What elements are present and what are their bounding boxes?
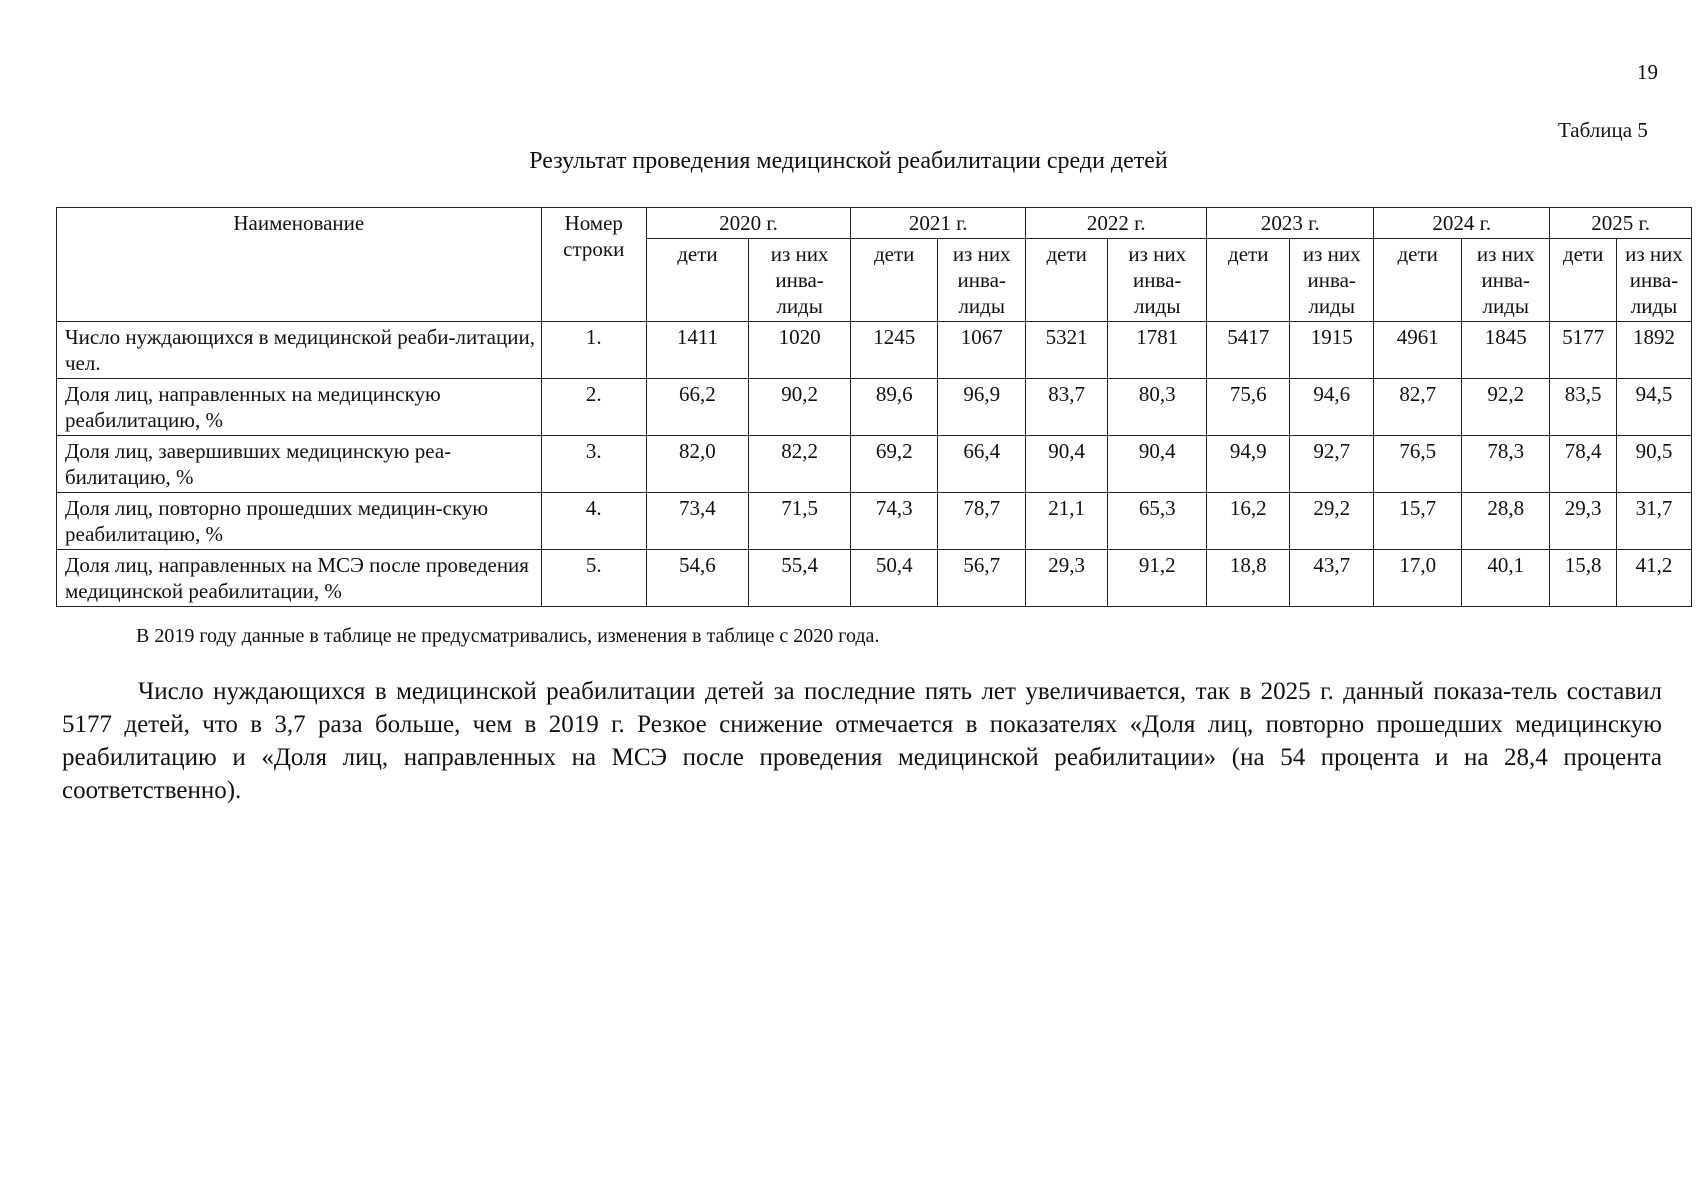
cell-value: 1020 bbox=[749, 322, 851, 379]
cell-value: 1411 bbox=[646, 322, 748, 379]
row-number: 5. bbox=[541, 550, 646, 607]
cell-value: 90,5 bbox=[1617, 436, 1692, 493]
cell-value: 4961 bbox=[1374, 322, 1462, 379]
cell-value: 76,5 bbox=[1374, 436, 1462, 493]
cell-value: 75,6 bbox=[1207, 379, 1290, 436]
cell-value: 94,5 bbox=[1617, 379, 1692, 436]
cell-value: 15,8 bbox=[1550, 550, 1617, 607]
cell-value: 78,7 bbox=[938, 493, 1026, 550]
cell-value: 50,4 bbox=[851, 550, 938, 607]
cell-value: 82,7 bbox=[1374, 379, 1462, 436]
header-children: дети bbox=[1026, 239, 1108, 322]
cell-value: 18,8 bbox=[1207, 550, 1290, 607]
cell-value: 69,2 bbox=[851, 436, 938, 493]
cell-value: 55,4 bbox=[749, 550, 851, 607]
cell-value: 92,2 bbox=[1462, 379, 1550, 436]
cell-value: 66,4 bbox=[938, 436, 1026, 493]
cell-value: 94,9 bbox=[1207, 436, 1290, 493]
cell-value: 91,2 bbox=[1108, 550, 1207, 607]
header-children: дети bbox=[1550, 239, 1617, 322]
cell-value: 5177 bbox=[1550, 322, 1617, 379]
cell-value: 82,0 bbox=[646, 436, 748, 493]
header-disabled: из них инва-лиды bbox=[1290, 239, 1374, 322]
cell-value: 96,9 bbox=[938, 379, 1026, 436]
header-year: 2024 г. bbox=[1374, 208, 1550, 239]
row-name: Доля лиц, завершивших медицинскую реа-билитацию, % bbox=[57, 436, 542, 493]
body-paragraph: Число нуждающихся в медицинской реабилитации детей за последние пять лет увеличивается, так в 2025 г. данный показа-тель составил 5177 детей, что в 3,7 раза больше, чем в 2019 г. Резкое снижение отмечается в показателях «Доля лиц, повторно прошедших медицинскую реабилитацию и «Доля лиц, направленных на МСЭ после проведения медицинской реабилитации» (на 54 процента и на 28,4 процента соответственно). bbox=[62, 678, 1662, 804]
table-row bbox=[57, 379, 1692, 436]
cell-value: 1781 bbox=[1108, 322, 1207, 379]
cell-value: 28,8 bbox=[1462, 493, 1550, 550]
header-children: дети bbox=[646, 239, 748, 322]
row-number: 3. bbox=[541, 436, 646, 493]
cell-value: 1845 bbox=[1462, 322, 1550, 379]
header-children: дети bbox=[851, 239, 938, 322]
cell-value: 29,3 bbox=[1550, 493, 1617, 550]
header-year: 2020 г. bbox=[646, 208, 850, 239]
cell-value: 40,1 bbox=[1462, 550, 1550, 607]
cell-value: 43,7 bbox=[1290, 550, 1374, 607]
cell-value: 1892 bbox=[1617, 322, 1692, 379]
cell-value: 78,3 bbox=[1462, 436, 1550, 493]
cell-value: 90,2 bbox=[749, 379, 851, 436]
cell-value: 29,2 bbox=[1290, 493, 1374, 550]
cell-value: 65,3 bbox=[1108, 493, 1207, 550]
cell-value: 5321 bbox=[1026, 322, 1108, 379]
row-name: Число нуждающихся в медицинской реаби-литации, чел. bbox=[57, 322, 542, 379]
data-table bbox=[56, 207, 1692, 607]
cell-value: 15,7 bbox=[1374, 493, 1462, 550]
cell-value: 89,6 bbox=[851, 379, 938, 436]
table-row bbox=[57, 550, 1692, 607]
cell-value: 1915 bbox=[1290, 322, 1374, 379]
cell-value: 82,2 bbox=[749, 436, 851, 493]
cell-value: 90,4 bbox=[1026, 436, 1108, 493]
cell-value: 80,3 bbox=[1108, 379, 1207, 436]
header-year: 2023 г. bbox=[1207, 208, 1374, 239]
table-row bbox=[57, 436, 1692, 493]
cell-value: 31,7 bbox=[1617, 493, 1692, 550]
cell-value: 90,4 bbox=[1108, 436, 1207, 493]
cell-value: 92,7 bbox=[1290, 436, 1374, 493]
table-row bbox=[57, 493, 1692, 550]
cell-value: 17,0 bbox=[1374, 550, 1462, 607]
header-year: 2021 г. bbox=[851, 208, 1026, 239]
cell-value: 66,2 bbox=[646, 379, 748, 436]
cell-value: 94,6 bbox=[1290, 379, 1374, 436]
header-name: Наименование bbox=[57, 208, 542, 322]
cell-value: 83,5 bbox=[1550, 379, 1617, 436]
cell-value: 41,2 bbox=[1617, 550, 1692, 607]
header-disabled: из них инва-лиды bbox=[938, 239, 1026, 322]
header-disabled: из них инва-лиды bbox=[749, 239, 851, 322]
row-number: 4. bbox=[541, 493, 646, 550]
header-rownum: Номер строки bbox=[541, 208, 646, 322]
cell-value: 21,1 bbox=[1026, 493, 1108, 550]
cell-value: 56,7 bbox=[938, 550, 1026, 607]
header-year: 2022 г. bbox=[1026, 208, 1207, 239]
header-disabled: из них инва-лиды bbox=[1462, 239, 1550, 322]
cell-value: 73,4 bbox=[646, 493, 748, 550]
table-row bbox=[57, 322, 1692, 379]
cell-value: 29,3 bbox=[1026, 550, 1108, 607]
table-container bbox=[56, 207, 1692, 607]
header-disabled: из них инва-лиды bbox=[1617, 239, 1692, 322]
cell-value: 16,2 bbox=[1207, 493, 1290, 550]
table-title: Результат проведения медицинской реабилитации среди детей bbox=[529, 148, 1168, 174]
cell-value: 54,6 bbox=[646, 550, 748, 607]
row-name: Доля лиц, повторно прошедших медицин-скую реабилитацию, % bbox=[57, 493, 542, 550]
row-name: Доля лиц, направленных на МСЭ после проведения медицинской реабилитации, % bbox=[57, 550, 542, 607]
row-number: 1. bbox=[541, 322, 646, 379]
header-children: дети bbox=[1374, 239, 1462, 322]
table-label: Таблица 5 bbox=[1558, 118, 1648, 142]
cell-value: 83,7 bbox=[1026, 379, 1108, 436]
cell-value: 74,3 bbox=[851, 493, 938, 550]
cell-value: 71,5 bbox=[749, 493, 851, 550]
header-year: 2025 г. bbox=[1550, 208, 1692, 239]
cell-value: 5417 bbox=[1207, 322, 1290, 379]
cell-value: 78,4 bbox=[1550, 436, 1617, 493]
cell-value: 1067 bbox=[938, 322, 1026, 379]
header-disabled: из них инва-лиды bbox=[1108, 239, 1207, 322]
row-name: Доля лиц, направленных на медицинскую реабилитацию, % bbox=[57, 379, 542, 436]
row-number: 2. bbox=[541, 379, 646, 436]
header-row-years bbox=[57, 208, 1692, 239]
header-children: дети bbox=[1207, 239, 1290, 322]
table-note: В 2019 году данные в таблице не предусматривались, изменения в таблице с 2020 года. bbox=[136, 625, 880, 647]
page-number: 19 bbox=[1637, 60, 1658, 84]
cell-value: 1245 bbox=[851, 322, 938, 379]
